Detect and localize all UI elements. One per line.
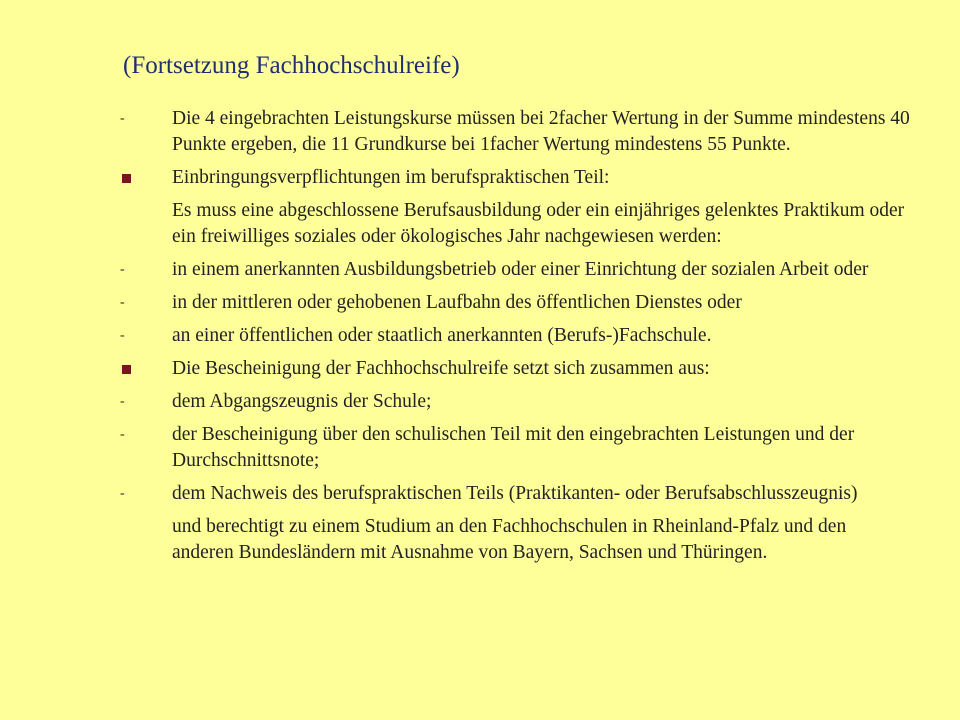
dash-bullet: -: [120, 262, 125, 277]
list-item-text: dem Nachweis des berufspraktischen Teils (Praktikanten- oder Berufsabschlusszeugnis): [172, 483, 858, 504]
list-item-text: und berechtigt zu einem Studium an den Fachhochschulen in Rheinland-Pfalz und den anderen Bundesländern mit Ausnahme von Bayern, Sachsen und Thüringen.: [172, 516, 847, 563]
dash-bullet: -: [120, 394, 125, 409]
list-item: [0, 257, 960, 283]
list-item-text: in der mittleren oder gehobenen Laufbahn des öffentlichen Dienstes oder: [172, 292, 742, 313]
list-item: [0, 514, 960, 566]
list-item: [0, 481, 960, 507]
dash-bullet: -: [120, 486, 125, 501]
dash-bullet: -: [120, 427, 125, 442]
list-item: [0, 389, 960, 415]
bullet-list: [0, 106, 960, 566]
dash-bullet: -: [120, 328, 125, 343]
slide-title: (Fortsetzung Fachhochschulreife): [123, 52, 460, 79]
list-item-text: an einer öffentlichen oder staatlich anerkannten (Berufs-)Fachschule.: [172, 325, 712, 346]
square-bullet-icon: [122, 174, 131, 183]
dash-bullet: -: [120, 295, 125, 310]
list-item-text: Es muss eine abgeschlossene Berufsausbildung oder ein einjähriges gelenktes Praktikum oder ein freiwilliges soziales oder ökologisches Jahr nachgewiesen werden:: [172, 200, 905, 247]
dash-bullet: -: [120, 111, 125, 126]
list-item: [0, 165, 960, 191]
list-item: [0, 290, 960, 316]
list-item-text: Einbringungsverpflichtungen im berufspraktischen Teil:: [172, 167, 610, 188]
list-item: [0, 323, 960, 349]
list-item-text: in einem anerkannten Ausbildungsbetrieb oder einer Einrichtung der sozialen Arbeit oder: [172, 259, 869, 280]
list-item: [0, 106, 960, 158]
list-item-text: Die Bescheinigung der Fachhochschulreife setzt sich zusammen aus:: [172, 358, 710, 379]
list-item-text: der Bescheinigung über den schulischen Teil mit den eingebrachten Leistungen und der Durchschnittsnote;: [172, 424, 855, 471]
square-bullet-icon: [122, 365, 131, 374]
list-item: [0, 422, 960, 474]
list-item: [0, 356, 960, 382]
list-item-text: dem Abgangszeugnis der Schule;: [172, 391, 432, 412]
list-item: [0, 198, 960, 250]
list-item-text: Die 4 eingebrachten Leistungskurse müssen bei 2facher Wertung in der Summe mindestens 40 Punkte ergeben, die 11 Grundkurse bei 1facher Wertung mindestens 55 Punkte.: [172, 108, 910, 155]
